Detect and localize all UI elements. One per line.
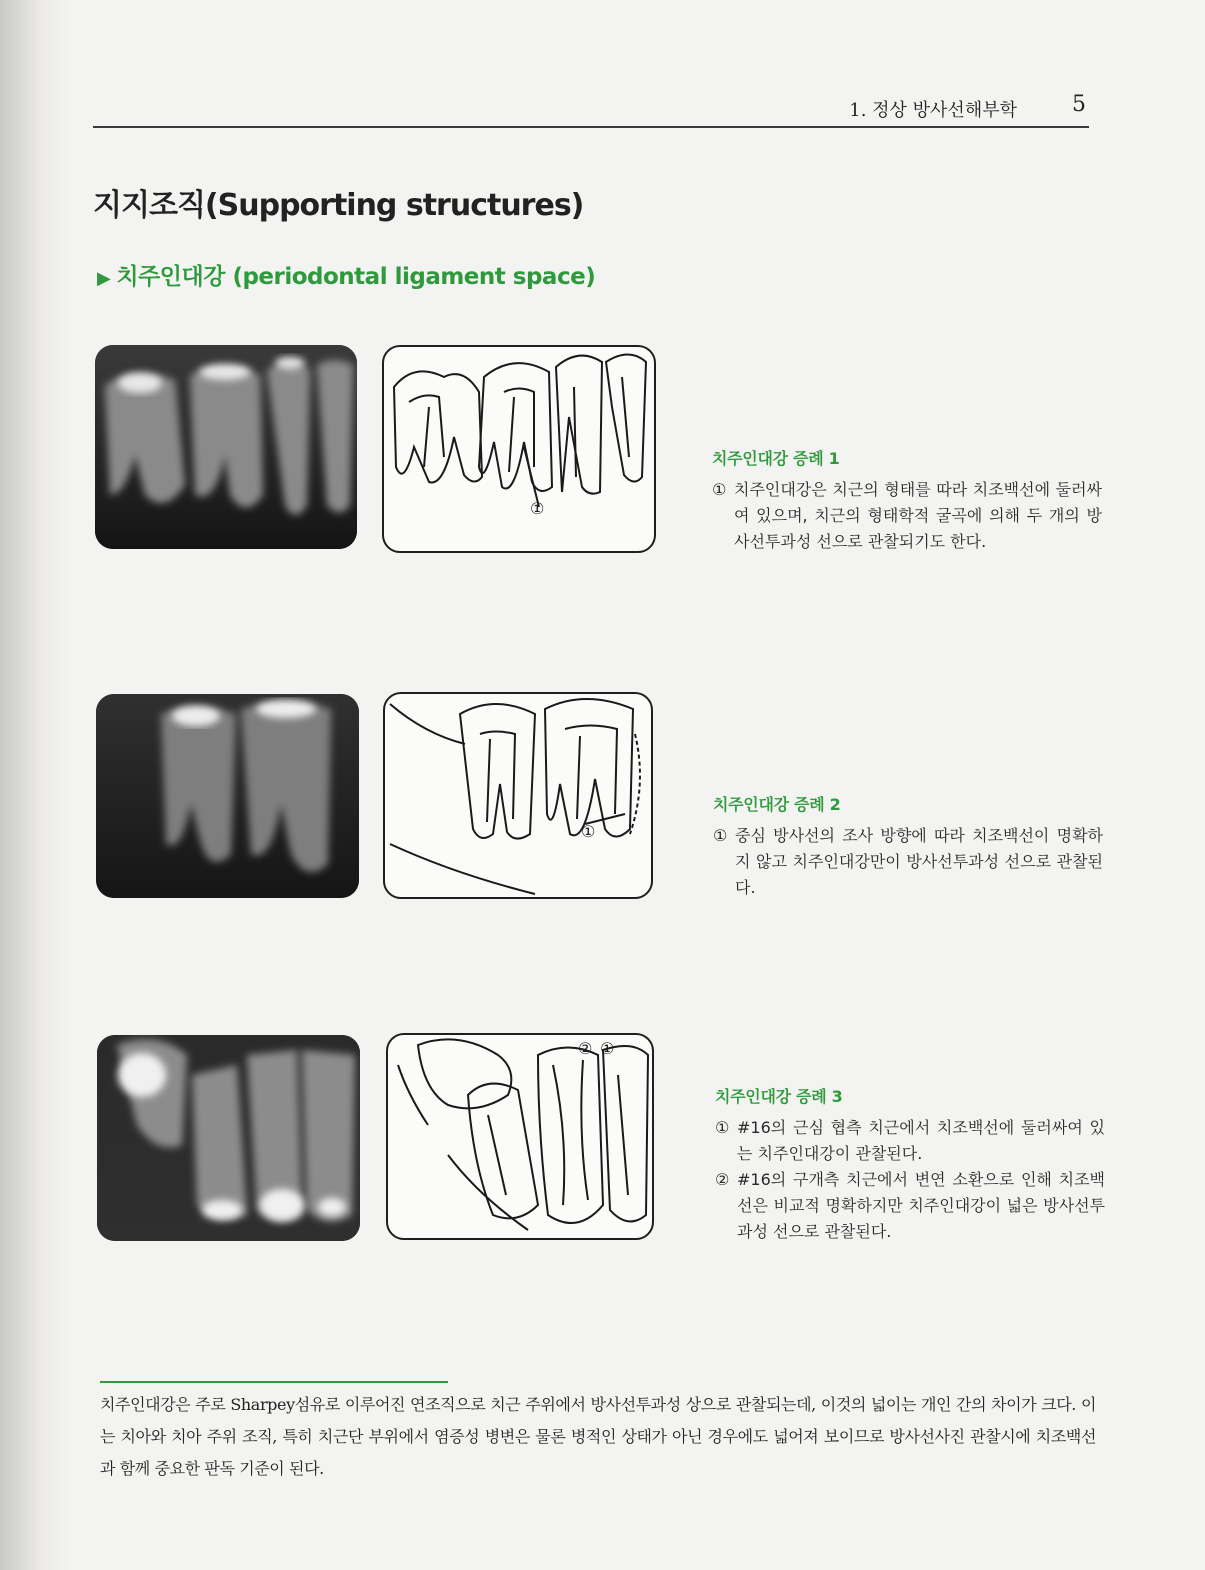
subsection-title bbox=[97, 258, 595, 291]
case-2-item-1 bbox=[713, 823, 1103, 901]
case-1-item-1 bbox=[712, 477, 1102, 555]
item-number: ② bbox=[715, 1170, 730, 1189]
case-3-item-1 bbox=[715, 1115, 1105, 1167]
xray-image-case-1 bbox=[95, 345, 357, 549]
item-number: ① bbox=[712, 480, 727, 499]
item-number: ① bbox=[713, 826, 728, 845]
xray-image-case-2 bbox=[96, 694, 359, 898]
page-edge-shadow bbox=[0, 0, 70, 1570]
diagram-label-1: ① bbox=[530, 499, 545, 518]
xray-image-case-3 bbox=[97, 1035, 360, 1241]
item-number: ① bbox=[715, 1118, 730, 1137]
case-3-description bbox=[715, 1084, 1105, 1245]
diagram-label-1: ① bbox=[600, 1039, 615, 1058]
case-3-title: 치주인대강 증례 3 bbox=[715, 1087, 843, 1106]
item-text: 치주인대강은 치근의 형태를 따라 치조백선에 둘러싸여 있으며, 치근의 형태학적 굴곡에 의해 두 개의 방사선투과성 선으로 관찰되기도 한다. bbox=[734, 480, 1102, 551]
item-text: 중심 방사선의 조사 방향에 따라 치조백선이 명확하지 않고 치주인대강만이 방사선투과성 선으로 관찰된다. bbox=[735, 826, 1103, 897]
diagram-label-1: ① bbox=[581, 822, 596, 841]
footer-accent-rule bbox=[100, 1381, 448, 1383]
chapter-header: 1. 정상 방사선해부학 bbox=[849, 100, 1017, 121]
footer-paragraph: 치주인대강은 주로 Sharpey섬유로 이루어진 연조직으로 치근 주위에서 방사선투과성 상으로 관찰되는데, 이것의 넓이는 개인 간의 차이가 크다. 이는 치아와 치아 주위 조직, 특히 치근단 부위에서 염증성 병변은 물론 병적인 상태가 아닌 경우에도 넓어져 보이므로 방사선사진 관찰시에 치조백선과 함께 중요한 판독 기준이 된다. bbox=[100, 1395, 1096, 1478]
case-1-description bbox=[712, 446, 1102, 555]
section-title: 지지조직(Supporting structures) bbox=[93, 188, 584, 223]
case-3-item-2 bbox=[715, 1167, 1105, 1245]
case-1-title: 치주인대강 증례 1 bbox=[712, 449, 840, 468]
subsection-title-text: 치주인대강 (periodontal ligament space) bbox=[116, 264, 596, 290]
case-2-description bbox=[713, 792, 1103, 901]
diagram-label-2: ② bbox=[578, 1039, 593, 1058]
header-rule bbox=[93, 126, 1089, 128]
case-2-title: 치주인대강 증례 2 bbox=[713, 795, 841, 814]
page-number: 5 bbox=[1072, 92, 1086, 117]
item-text: #16의 근심 협측 치근에서 치조백선에 둘러싸여 있는 치주인대강이 관찰된다. bbox=[737, 1118, 1105, 1163]
line-diagram-case-3 bbox=[386, 1033, 654, 1240]
line-diagram-case-2 bbox=[383, 692, 653, 899]
line-diagram-case-1 bbox=[382, 345, 656, 553]
triangle-bullet-icon: ▶ bbox=[97, 268, 111, 289]
item-text: #16의 구개측 치근에서 변연 소환으로 인해 치조백선은 비교적 명확하지만 치주인대강이 넓은 방사선투과성 선으로 관찰된다. bbox=[737, 1170, 1105, 1241]
